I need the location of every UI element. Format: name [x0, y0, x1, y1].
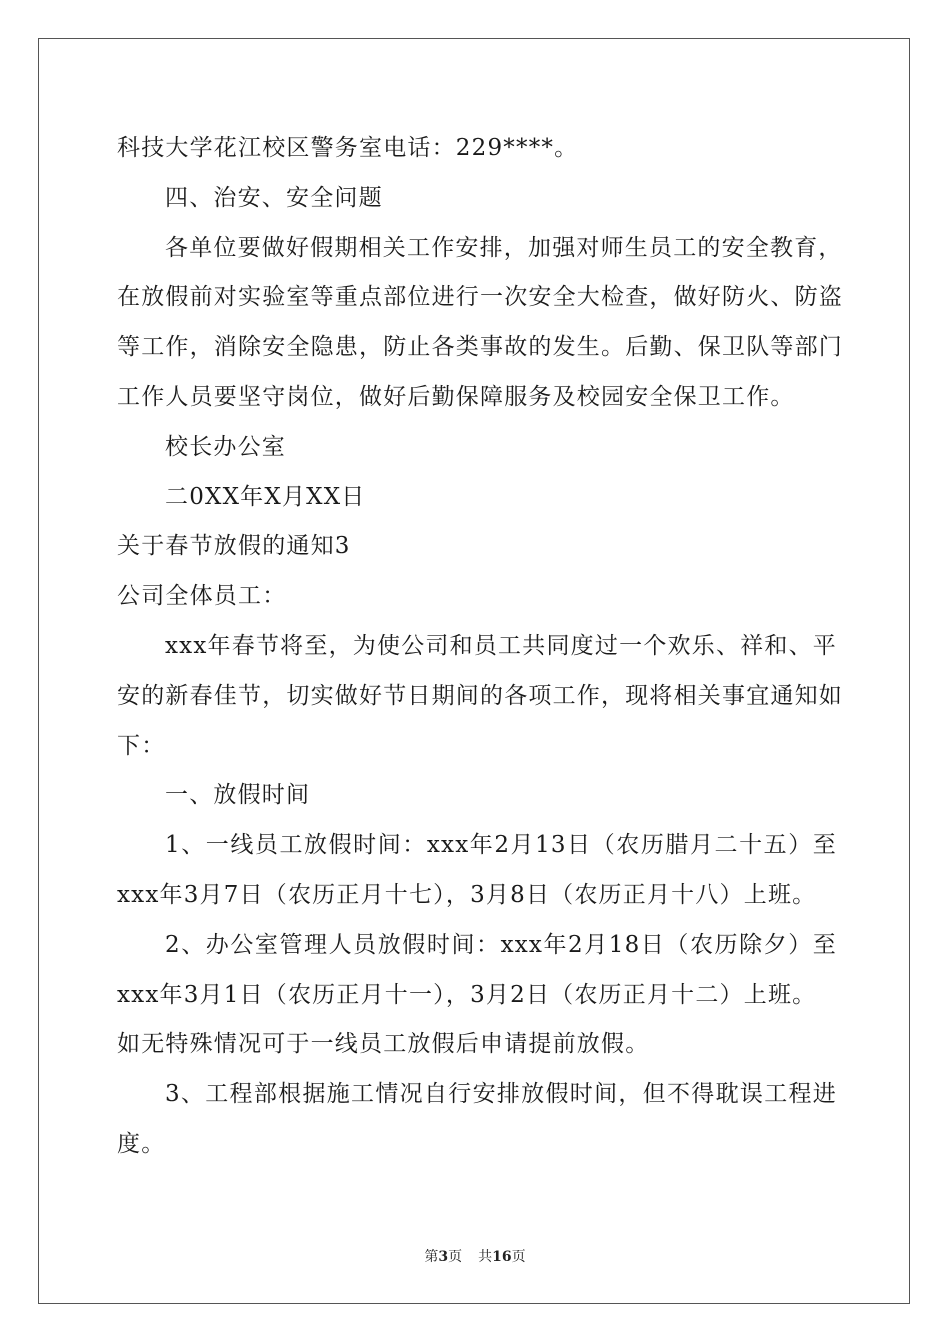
text-line: 1、一线员工放假时间：xxx年2月13日（农历腊月二十五）至 [165, 832, 837, 859]
text-line: xxx年春节将至，为使公司和员工共同度过一个欢乐、祥和、平 [165, 632, 837, 659]
page-number: 3 [438, 1249, 449, 1265]
text-line: 在放假前对实验室等重点部位进行一次安全大检查，做好防火、防盗 [117, 284, 843, 311]
text-line: xxx年3月7日（农历正月十七），3月8日（农历正月十八）上班。 [117, 881, 817, 908]
document-body [117, 124, 843, 1170]
total-pages: 16 [492, 1249, 512, 1265]
text-line: 工作人员要坚守岗位，做好后勤保障服务及校园安全保卫工作。 [117, 383, 795, 410]
section-heading: 一、放假时间 [165, 782, 311, 809]
page-suffix: 页 [448, 1249, 463, 1265]
salutation: 公司全体员工： [117, 583, 287, 610]
text-line: 下： [117, 732, 166, 759]
text-line: 度。 [117, 1130, 166, 1157]
page-prefix: 第 [424, 1249, 439, 1265]
text-line: 各单位要做好假期相关工作安排，加强对师生员工的安全教育， [165, 234, 843, 261]
text-line: 如无特殊情况可于一线员工放假后申请提前放假。 [117, 1031, 650, 1058]
text-line: xxx年3月1日（农历正月十一），3月2日（农历正月十二）上班。 [117, 981, 817, 1008]
text-line: 科技大学花江校区警务室电话：229****。 [117, 135, 579, 161]
text-line: 2、办公室管理人员放假时间：xxx年2月18日（农历除夕）至 [165, 931, 837, 958]
notice-title: 关于春节放假的通知3 [117, 533, 351, 560]
total-prefix: 共 [478, 1249, 493, 1265]
page-footer [0, 1246, 950, 1266]
signature-date: 二0XX年X月XX日 [165, 483, 366, 510]
text-line: 安的新春佳节，切实做好节日期间的各项工作，现将相关事宜通知如 [117, 682, 843, 709]
signature-office: 校长办公室 [165, 433, 286, 460]
text-line: 等工作，消除安全隐患，防止各类事故的发生。后勤、保卫队等部门 [117, 334, 843, 361]
total-suffix: 页 [511, 1249, 526, 1265]
section-heading: 四、治安、安全问题 [165, 184, 383, 211]
text-line: 3、工程部根据施工情况自行安排放假时间，但不得耽误工程进 [165, 1081, 837, 1108]
